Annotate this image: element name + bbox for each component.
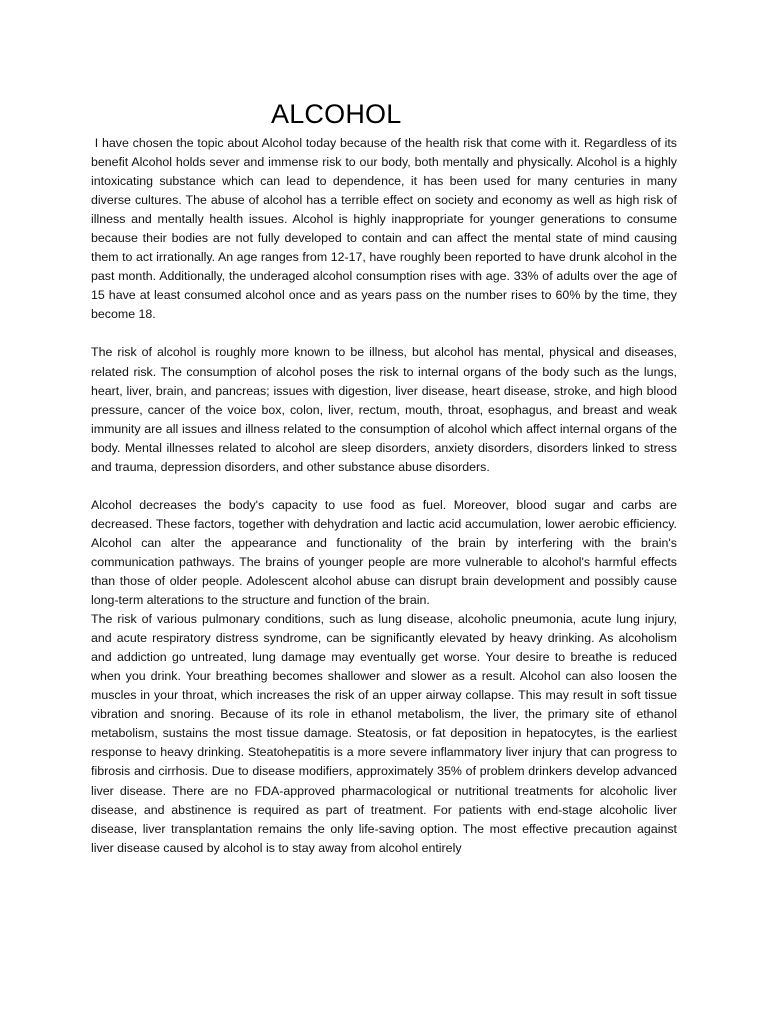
paragraph-health-risks: The risk of alcohol is roughly more known to be illness, but alcohol has mental, physical and diseases, related risk. The consumption of alcohol poses the risk to internal organs of the body such as the lungs, heart, liver, brain, and pancreas; issues with digestion, liver disease, heart disease, stroke, and high blood pressure, cancer of the voice box, colon, liver, rectum, mouth, throat, esophagus, and breast and weak immunity are all issues and illness related to the consumption of alcohol which affect internal organs of the body. Mental illnesses related to alcohol are sleep disorders, anxiety disorders, disorders linked to stress and trauma, depression disorders, and other substance abuse disorders. <box>91 345 677 474</box>
paragraph-introduction: I have chosen the topic about Alcohol today because of the health risk that come with it. Regardless of its benefit Alcohol holds sever and immense risk to our body, both mentally and physically. Alcohol is a highly intoxicating substance which can lead to dependence, it has been used for many centuries in many diverse cultures. The abuse of alcohol has a terrible effect on society and economy as well as high risk of illness and mentally health issues. Alcohol is highly inappropriate for younger generations to consume because their bodies are not fully developed to contain and can affect the mental state of mind causing them to act irrationally. An age ranges from 12-17, have roughly been reported to have drunk alcohol in the past month. Additionally, the underaged alcohol consumption rises with age. 33% of adults over the age of 15 have at least consumed alcohol once and as years pass on the number rises to 60% by the time, they become 18. <box>91 136 681 322</box>
document-body <box>91 134 681 858</box>
paragraph-lung-liver-effects: The risk of various pulmonary conditions, such as lung disease, alcoholic pneumonia, acute lung injury, and acute respiratory distress syndrome, can be significantly elevated by heavy drinking. As alcoholism and addiction go untreated, lung damage may eventually get worse. Your desire to breathe is reduced when you drink. Your breathing becomes shallower and slower as a result. Alcohol can also loosen the muscles in your throat, which increases the risk of an upper airway collapse. This may result in soft tissue vibration and snoring. Because of its role in ethanol metabolism, the liver, the primary site of ethanol metabolism, sustains the most tissue damage. Steatosis, or fat deposition in hepatocytes, is the earliest response to heavy drinking. Steatohepatitis is a more severe inflammatory liver injury that can progress to fibrosis and cirrhosis. Due to disease modifiers, approximately 35% of problem drinkers develop advanced liver disease. There are no FDA-approved pharmacological or nutritional treatments for alcoholic liver disease, and abstinence is required as part of treatment. For patients with end-stage alcoholic liver disease, liver transplantation remains the only life-saving option. The most effective precaution against liver disease caused by alcohol is to stay away from alcohol entirely <box>91 612 677 855</box>
document-title: ALCOHOL <box>271 99 402 129</box>
paragraph-brain-effects: Alcohol decreases the body's capacity to use food as fuel. Moreover, blood sugar and carbs are decreased. These factors, together with dehydration and lactic acid accumulation, lower aerobic efficiency. Alcohol can alter the appearance and functionality of the brain by interfering with the brain's communication pathways. The brains of younger people are more vulnerable to alcohol's harmful effects than those of older people. Adolescent alcohol abuse can disrupt brain development and possibly cause long-term alterations to the structure and function of the brain. <box>91 497 677 608</box>
